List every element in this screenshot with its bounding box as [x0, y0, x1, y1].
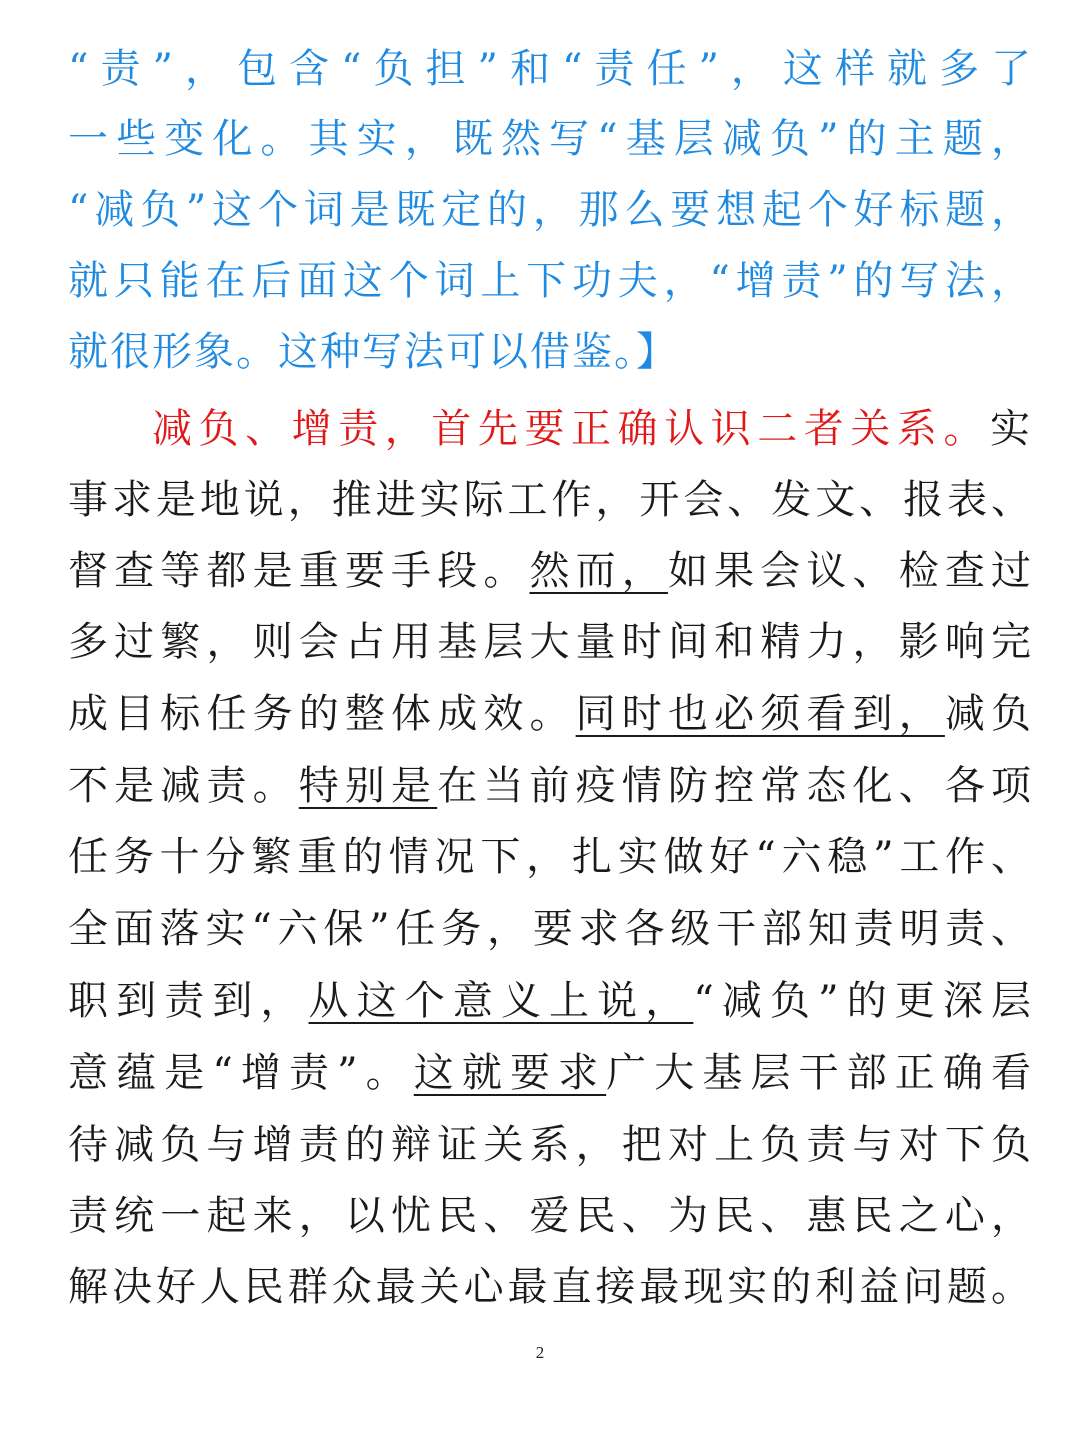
body-line-11: 待减负与增责的辩证关系，把对上负责与对下负	[68, 1122, 1033, 1168]
page-number: 2	[535, 1343, 545, 1362]
underlined-phrase: 这就要求	[413, 1050, 607, 1096]
body-text: 实	[990, 406, 1032, 452]
body-text: 成目标任务的整体成效。	[68, 691, 576, 737]
underlined-phrase: 从这个意义上说，	[308, 978, 694, 1024]
body-line-12: 责统一起来，以忧民、爱民、为民、惠民之心，	[68, 1193, 1033, 1239]
body-line-1	[152, 403, 1032, 455]
note-line-1: “责”，包含“负担”和“责任”，这样就多了	[68, 46, 1033, 92]
note-line-5: 就很形象。这种写法可以借鉴。】	[68, 329, 678, 375]
body-text: 如果会议、检查过	[667, 548, 1034, 594]
body-line-2: 事求是地说，推进实际工作，开会、发文、报表、	[68, 477, 1033, 523]
body-line-7: 任务十分繁重的情况下，扎实做好“六稳”工作、	[68, 834, 1033, 880]
paragraph-heading: 减负、增责，首先要正确认识二者关系。	[152, 406, 990, 452]
body-text: 广大基层干部正确看	[606, 1050, 1034, 1096]
underlined-phrase: 特别是	[298, 763, 438, 809]
body-line-5	[68, 688, 1033, 740]
body-line-9	[68, 975, 1033, 1027]
body-text: “减负”的更深层	[693, 978, 1034, 1024]
body-line-8: 全面落实“六保”任务，要求各级干部知责明责、	[68, 906, 1033, 952]
body-line-10	[68, 1047, 1033, 1099]
body-text: 减负	[944, 691, 1034, 737]
body-text: 意蕴是“增责”。	[68, 1050, 414, 1096]
body-text: 职到责到，	[68, 978, 309, 1024]
body-line-13: 解决好人民群众最关心最直接最现实的利益问题。	[68, 1264, 1033, 1310]
body-text: 不是减责。	[68, 763, 299, 809]
note-line-3: “减负”这个词是既定的，那么要想起个好标题，	[68, 187, 1033, 233]
underlined-phrase: 同时也必须看到，	[575, 691, 945, 737]
body-line-4: 多过繁，则会占用基层大量时间和精力，影响完	[68, 619, 1033, 665]
body-line-3	[68, 545, 1033, 597]
note-line-4: 就只能在后面这个词上下功夫，“增责”的写法，	[68, 258, 1033, 304]
underlined-phrase: 然而，	[529, 548, 668, 594]
note-line-2: 一些变化。其实，既然写“基层减负”的主题，	[68, 116, 1033, 162]
body-text: 督查等都是重要手段。	[68, 548, 530, 594]
body-line-6	[68, 760, 1033, 812]
body-text: 在当前疫情防控常态化、各项	[437, 763, 1034, 809]
